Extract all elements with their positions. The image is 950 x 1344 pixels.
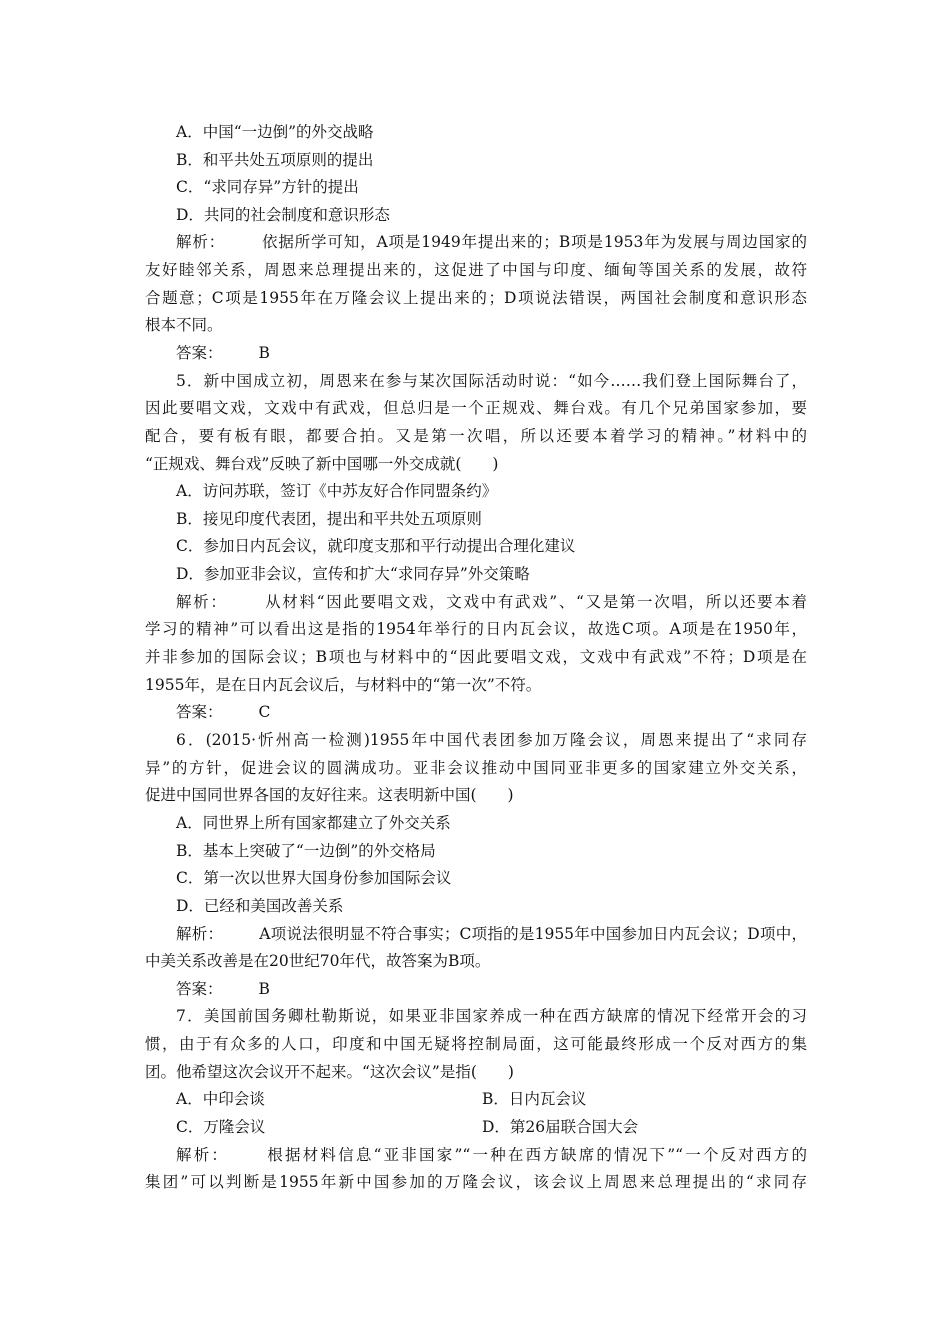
q6-analysis-line-2: 中美关系改善是在20世纪70年代，故答案为B项。 (145, 952, 491, 970)
q7-option-a: A．中印会谈 (176, 1090, 265, 1108)
answer-label: 答案： (176, 703, 223, 721)
q6-option-b: B．基本上突破了“一边倒”的外交格局 (176, 842, 436, 860)
q5-stem-line-4: “正规戏、舞台戏”反映了新中国哪一外交成就( ) (145, 455, 499, 473)
answer-label: 答案： (176, 344, 223, 362)
q5-stem-line-2: 因此要唱文戏，文戏中有武戏，但总归是一个正规戏、舞台戏。有几个兄弟国家参加，要 (145, 399, 807, 417)
q4-analysis-line-3: 合题意；C项是1955年在万隆会议上提出来的；D项说法错误，两国社会制度和意识形态 (145, 289, 807, 307)
q5-option-c: C．参加日内瓦会议，就印度支那和平行动提出合理化建议 (176, 537, 576, 555)
q6-answer (176, 979, 807, 999)
q7-analysis-line-1: 解析： 根据材料信息“亚非国家”“一种在西方缺席的情况下”“一个反对西方的 (176, 1146, 807, 1164)
q5-option-a: A．访问苏联，签订《中苏友好合作同盟条约》 (176, 482, 498, 500)
q7-stem-line-1: 7．美国前国务卿杜勒斯说，如果亚非国家养成一种在西方缺席的情况下经常开会的习 (176, 1007, 807, 1025)
q5-analysis-line-2: 学习的精神”可以看出这是指的1954年举行的日内瓦会议，故选C项。A项是在1950年， (145, 620, 807, 638)
analysis-label: 解析： (176, 593, 228, 611)
q5-analysis-line-3: 并非参加的国际会议；B项也与材料中的“因此要唱文戏，文戏中有武戏”不符；D项是在 (145, 648, 807, 666)
q4-option-c: C．“求同存异”方针的提出 (176, 178, 359, 196)
analysis-label: 解析： (176, 233, 226, 251)
q7-option-b: B．日内瓦会议 (482, 1090, 587, 1108)
q6-stem-line-3: 促进中国同世界各国的友好往来。这表明新中国( ) (145, 786, 514, 804)
q6-stem-line-1: 6．(2015·忻州高一检测)1955年中国代表团参加万隆会议，周恩来提出了“求同存 (176, 731, 807, 749)
q6-stem-line-2: 异”的方针，促进会议的圆满成功。亚非会议推动中国同亚非更多的国家建立外交关系， (145, 759, 807, 777)
q5-stem-line-1: 5．新中国成立初，周恩来在参与某次国际活动时说：“如今……我们登上国际舞台了， (176, 372, 807, 390)
q7-option-d: D．第26届联合国大会 (482, 1118, 639, 1136)
q7-analysis-line-2: 集团”可以判断是1955年新中国参加的万隆会议，该会议上周恩来总理提出的“求同存 (145, 1173, 807, 1191)
q6-option-c: C．第一次以世界大国身份参加国际会议 (176, 869, 452, 887)
q5-option-b: B．接见印度代表团，提出和平共处五项原则 (176, 510, 482, 528)
analysis-label: 解析： (176, 1146, 230, 1164)
q5-analysis-line-4: 1955年，是在日内瓦会议后，与材料中的“第一次”不符。 (145, 676, 542, 694)
q4-option-d: D．共同的社会制度和意识形态 (176, 206, 390, 224)
q6-option-d: D．已经和美国改善关系 (176, 897, 344, 915)
q4-analysis-line-4: 根本不同。 (145, 316, 223, 334)
q5-analysis-line-1: 解析： 从材料“因此要唱文戏，文戏中有武戏”、“又是第一次唱，所以还要本着 (176, 593, 807, 611)
q4-option-b: B．和平共处五项原则的提出 (176, 151, 374, 169)
answer-value: C (258, 703, 271, 721)
q5-option-d: D．参加亚非会议，宣传和扩大“求同存异”外交策略 (176, 565, 530, 583)
answer-label: 答案： (176, 980, 223, 998)
q5-answer (176, 702, 807, 722)
q5-stem-line-3: 配合，要有板有眼，都要合拍。又是第一次唱，所以还要本着学习的精神。”材料中的 (145, 427, 807, 445)
q7-option-c: C．万隆会议 (176, 1118, 266, 1136)
answer-value: B (258, 344, 270, 362)
q4-answer (176, 343, 807, 363)
q7-stem-line-3: 团。他希望这次会议开不起来。“这次会议”是指( ) (145, 1063, 514, 1081)
answer-value: B (258, 980, 270, 998)
q4-analysis-line-2: 友好睦邻关系，周恩来总理提出来的，这促进了中国与印度、缅甸等国关系的发展，故符 (145, 261, 807, 279)
q7-stem-line-2: 惯，由于有众多的人口，印度和中国无疑将控制局面，这可能最终形成一个反对西方的集 (145, 1035, 807, 1053)
q6-option-a: A．同世界上所有国家都建立了外交关系 (176, 814, 451, 832)
q4-option-a: A．中国“一边倒”的外交战略 (176, 123, 374, 141)
analysis-label: 解析： (176, 925, 224, 943)
q6-analysis-line-1: 解析： A项说法很明显不符合事实；C项指的是1955年中国参加日内瓦会议；D项中， (176, 925, 807, 943)
q4-analysis-line-1: 解析： 依据所学可知，A项是1949年提出来的；B项是1953年为发展与周边国家的 (176, 233, 807, 251)
